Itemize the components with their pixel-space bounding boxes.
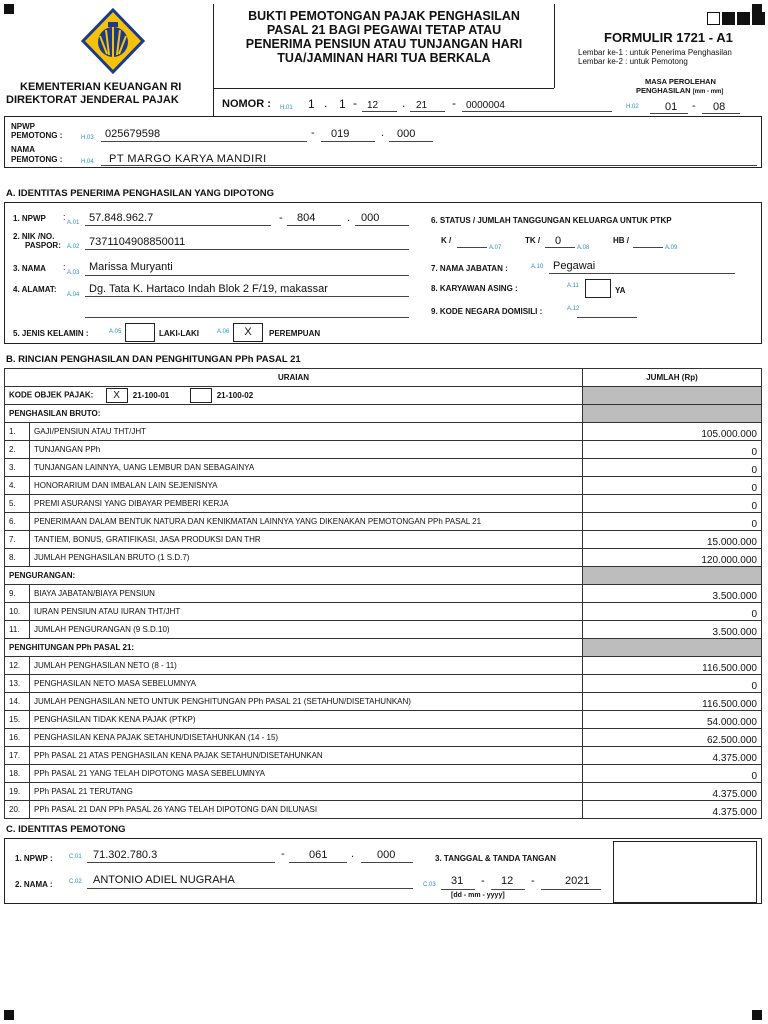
checkbox-karyawan-asing[interactable] bbox=[585, 279, 611, 298]
nomor-part-2[interactable]: 1 bbox=[339, 97, 346, 111]
row-amount[interactable]: 0 bbox=[583, 477, 762, 495]
group-header-row: PENGHASILAN BRUTO: bbox=[5, 405, 762, 423]
pemotong-npwp-2[interactable]: 061 bbox=[309, 849, 328, 861]
row-amount[interactable]: 4.375.000 bbox=[583, 747, 762, 765]
npwp-pemotong-2[interactable]: 019 bbox=[331, 128, 350, 140]
nomor-label: NOMOR : bbox=[222, 98, 271, 110]
checkbox-21-100-01[interactable]: X bbox=[106, 388, 128, 403]
row-description: PPh PASAL 21 YANG TELAH DIPOTONG MASA SEBELUMNYA bbox=[30, 765, 583, 783]
nama-jabatan[interactable]: Pegawai bbox=[553, 260, 596, 272]
tk-value[interactable]: 0 bbox=[555, 235, 562, 247]
row-number: 16. bbox=[5, 729, 30, 747]
table-row bbox=[5, 441, 762, 459]
kode-objek-row: KODE OBJEK PAJAK: X 21-100-01 21-100-02 bbox=[5, 387, 762, 405]
row-description: PPh PASAL 21 TERUTANG bbox=[30, 783, 583, 801]
sheet-2-note: Lembar ke-2 : untuk Pemotong bbox=[578, 57, 688, 66]
table-row bbox=[5, 531, 762, 549]
penerima-alamat[interactable]: Dg. Tata K. Hartaco Indah Blok 2 F/19, makassar bbox=[89, 283, 328, 295]
row-number: 3. bbox=[5, 459, 30, 477]
row-number: 9. bbox=[5, 585, 30, 603]
pemotong-nama[interactable]: ANTONIO ADIEL NUGRAHA bbox=[93, 874, 235, 886]
copy-indicator-boxes bbox=[707, 12, 765, 30]
penerima-nama[interactable]: Marissa Muryanti bbox=[89, 261, 173, 273]
sheet-1-note: Lembar ke-1 : untuk Penerima Penghasilan bbox=[578, 48, 732, 57]
penerima-npwp-1[interactable]: 57.848.962.7 bbox=[89, 212, 154, 224]
period-from[interactable]: 01 bbox=[665, 101, 678, 113]
table-row bbox=[5, 675, 762, 693]
form-code-title: FORMULIR 1721 - A1 bbox=[604, 30, 733, 45]
row-amount[interactable]: 120.000.000 bbox=[583, 549, 762, 567]
table-row bbox=[5, 585, 762, 603]
pemotong-header-box: NPWP PEMOTONG : H.03 025679598 - 019 . 000 NAMA PEMOTONG : H.04 PT MARGO KARYA MANDIRI bbox=[4, 116, 762, 168]
row-number: 17. bbox=[5, 747, 30, 765]
row-description: PENGHASILAN TIDAK KENA PAJAK (PTKP) bbox=[30, 711, 583, 729]
row-description: TANTIEM, BONUS, GRATIFIKASI, JASA PRODUKSI DAN THR bbox=[30, 531, 583, 549]
nomor-part-4[interactable]: 21 bbox=[416, 100, 428, 111]
row-description: GAJI/PENSIUN ATAU THT/JHT bbox=[30, 423, 583, 441]
checkbox-21-100-02[interactable] bbox=[190, 388, 212, 403]
table-row bbox=[5, 621, 762, 639]
table-row bbox=[5, 801, 762, 819]
table-row bbox=[5, 423, 762, 441]
npwp-pemotong-label: NPWP PEMOTONG : bbox=[11, 122, 63, 140]
nomor-part-3[interactable]: 12 bbox=[367, 100, 379, 111]
row-number: 10. bbox=[5, 603, 30, 621]
row-description: PENERIMAAN DALAM BENTUK NATURA DAN KENIKMATAN LAINNYA YANG DIKENAKAN PEMOTONGAN PPh PASAL 21 bbox=[30, 513, 583, 531]
corner-marker-bl bbox=[4, 1010, 14, 1020]
corner-marker-br bbox=[752, 1010, 762, 1020]
row-amount[interactable]: 0 bbox=[583, 513, 762, 531]
table-row bbox=[5, 495, 762, 513]
period-to[interactable]: 08 bbox=[713, 101, 726, 113]
row-amount[interactable]: 54.000.000 bbox=[583, 711, 762, 729]
section-a-box: 1. NPWP : A.01 57.848.962.7 - 804 . 000 2. NIK /NO. PASPOR: A.02 7371104908850011 3. NAMA : A.03 Marissa Muryanti 4. ALAMAT: A.04 Dg. Tata K. Hartaco Indah Blok 2 F/19, makassar 5. JENIS KELAMIN : A.05 LAKI-LAKI A.06 X PEREMPUAN 6. STATUS / JUMLAH TANGGUNGAN KELUARGA UNTUK PTKP K / A.07 TK / 0 A.08 HB / A.09 7. NAMA JABATAN : A.10 Pegawai 8. KARYAWAN ASING : A.11 YA 9. KODE NEGARA DOMISILI : A.12 bbox=[4, 202, 762, 344]
row-amount[interactable]: 0 bbox=[583, 441, 762, 459]
kemenkeu-logo-icon bbox=[80, 8, 146, 74]
row-amount[interactable]: 62.500.000 bbox=[583, 729, 762, 747]
row-amount[interactable]: 15.000.000 bbox=[583, 531, 762, 549]
ministry-name: KEMENTERIAN KEUANGAN RI bbox=[20, 81, 182, 93]
checkbox-laki-laki[interactable] bbox=[125, 323, 155, 342]
row-amount[interactable]: 3.500.000 bbox=[583, 621, 762, 639]
npwp-pemotong-1[interactable]: 025679598 bbox=[105, 128, 161, 140]
nomor-part-1[interactable]: 1 bbox=[308, 97, 315, 111]
row-number: 18. bbox=[5, 765, 30, 783]
row-number: 13. bbox=[5, 675, 30, 693]
row-description: PREMI ASURANSI YANG DIBAYAR PEMBERI KERJA bbox=[30, 495, 583, 513]
pemotong-npwp-3[interactable]: 000 bbox=[377, 849, 396, 861]
row-number: 6. bbox=[5, 513, 30, 531]
rincian-table bbox=[4, 368, 762, 819]
table-row bbox=[5, 783, 762, 801]
col-uraian-header: URAIAN bbox=[5, 369, 583, 387]
table-row bbox=[5, 765, 762, 783]
table-row bbox=[5, 513, 762, 531]
table-row bbox=[5, 603, 762, 621]
row-description: JUMLAH PENGHASILAN NETO (8 - 11) bbox=[30, 657, 583, 675]
table-row bbox=[5, 729, 762, 747]
section-c-box: 1. NPWP : C.01 71.302.780.3 - 061 . 000 2. NAMA : C.02 ANTONIO ADIEL NUGRAHA 3. TANGGAL & TANDA TANGAN C.03 31 - 12 - 2021 [dd - mm - yyyy] bbox=[4, 838, 762, 904]
table-row bbox=[5, 549, 762, 567]
row-number: 15. bbox=[5, 711, 30, 729]
directorate-name: DIREKTORAT JENDERAL PAJAK bbox=[6, 94, 179, 106]
section-b-title: B. RINCIAN PENGHASILAN DAN PENGHITUNGAN PPh PASAL 21 bbox=[6, 354, 301, 365]
row-description: JUMLAH PENGURANGAN (9 S.D.10) bbox=[30, 621, 583, 639]
table-row bbox=[5, 711, 762, 729]
signature-box[interactable] bbox=[613, 841, 757, 903]
row-description: PPh PASAL 21 DAN PPh PASAL 26 YANG TELAH DIPOTONG DAN DILUNASI bbox=[30, 801, 583, 819]
row-number: 19. bbox=[5, 783, 30, 801]
row-amount[interactable]: 105.000.000 bbox=[583, 423, 762, 441]
row-description: PPh PASAL 21 ATAS PENGHASILAN KENA PAJAK SETAHUN/DISETAHUNKAN bbox=[30, 747, 583, 765]
group-header-row: PENGHITUNGAN PPh PASAL 21: bbox=[5, 639, 762, 657]
row-amount[interactable]: 4.375.000 bbox=[583, 783, 762, 801]
row-number: 20. bbox=[5, 801, 30, 819]
row-amount[interactable]: 0 bbox=[583, 495, 762, 513]
penerima-npwp-2[interactable]: 804 bbox=[297, 212, 316, 224]
period-label-1: MASA PEROLEHAN bbox=[645, 77, 716, 86]
row-number: 4. bbox=[5, 477, 30, 495]
row-amount[interactable]: 0 bbox=[583, 675, 762, 693]
row-amount[interactable]: 116.500.000 bbox=[583, 657, 762, 675]
row-number: 14. bbox=[5, 693, 30, 711]
section-c-title: C. IDENTITAS PEMOTONG bbox=[6, 824, 126, 835]
row-amount[interactable]: 116.500.000 bbox=[583, 693, 762, 711]
table-row bbox=[5, 657, 762, 675]
col-jumlah-header: JUMLAH (Rp) bbox=[583, 369, 762, 387]
row-amount[interactable]: 0 bbox=[583, 459, 762, 477]
checkbox-perempuan[interactable]: X bbox=[233, 323, 263, 342]
table-row bbox=[5, 477, 762, 495]
row-number: 2. bbox=[5, 441, 30, 459]
row-description: TUNJANGAN PPh bbox=[30, 441, 583, 459]
row-description: PENGHASILAN NETO MASA SEBELUMNYA bbox=[30, 675, 583, 693]
row-description: JUMLAH PENGHASILAN BRUTO (1 S.D.7) bbox=[30, 549, 583, 567]
table-row bbox=[5, 693, 762, 711]
row-amount[interactable]: 4.375.000 bbox=[583, 801, 762, 819]
nomor-code: H.01 bbox=[280, 105, 293, 111]
row-number: 8. bbox=[5, 549, 30, 567]
row-description: IURAN PENSIUN ATAU IURAN THT/JHT bbox=[30, 603, 583, 621]
pemotong-npwp-1[interactable]: 71.302.780.3 bbox=[93, 849, 158, 861]
row-description: JUMLAH PENGHASILAN NETO UNTUK PENGHITUNGAN PPh PASAL 21 (SETAHUN/DISETAHUNKAN) bbox=[30, 693, 583, 711]
tanggal-dd[interactable]: 31 bbox=[451, 875, 464, 887]
nama-pemotong[interactable]: PT MARGO KARYA MANDIRI bbox=[109, 153, 267, 165]
row-description: PENGHASILAN KENA PAJAK SETAHUN/DISETAHUNKAN (14 - 15) bbox=[30, 729, 583, 747]
corner-marker-tl bbox=[4, 4, 14, 14]
row-number: 5. bbox=[5, 495, 30, 513]
penerima-npwp-3[interactable]: 000 bbox=[361, 212, 380, 224]
tanggal-mm[interactable]: 12 bbox=[501, 875, 514, 887]
nama-pemotong-label: NAMA PEMOTONG : bbox=[11, 145, 63, 164]
table-row bbox=[5, 459, 762, 477]
section-a-title: A. IDENTITAS PENERIMA PENGHASILAN YANG DIPOTONG bbox=[6, 188, 274, 199]
nomor-part-5[interactable]: 0000004 bbox=[466, 100, 505, 111]
row-number: 1. bbox=[5, 423, 30, 441]
row-amount[interactable]: 0 bbox=[583, 603, 762, 621]
period-label-2: PENGHASILAN [mm - mm] bbox=[636, 86, 724, 95]
row-amount[interactable]: 3.500.000 bbox=[583, 585, 762, 603]
period-code: H.02 bbox=[626, 104, 639, 110]
row-number: 7. bbox=[5, 531, 30, 549]
group-header-row: PENGURANGAN: bbox=[5, 567, 762, 585]
row-number: 11. bbox=[5, 621, 30, 639]
row-number: 12. bbox=[5, 657, 30, 675]
tanggal-yyyy[interactable]: 2021 bbox=[565, 875, 590, 887]
table-header-row bbox=[5, 369, 762, 387]
npwp-pemotong-3[interactable]: 000 bbox=[397, 128, 416, 140]
form-main-title: BUKTI PEMOTONGAN PAJAK PENGHASILAN PASAL 21 BAGI PEGAWAI TETAP ATAU PENERIMA PENSIUN ATAU TUNJANGAN HARI TUA/JAMINAN HARI TUA BERKALA bbox=[245, 9, 523, 65]
row-description: TUNJANGAN LAINNYA, UANG LEMBUR DAN SEBAGAINYA bbox=[30, 459, 583, 477]
row-description: BIAYA JABATAN/BIAYA PENSIUN bbox=[30, 585, 583, 603]
table-row bbox=[5, 747, 762, 765]
row-description: HONORARIUM DAN IMBALAN LAIN SEJENISNYA bbox=[30, 477, 583, 495]
row-amount[interactable]: 0 bbox=[583, 765, 762, 783]
penerima-nik[interactable]: 7371104908850011 bbox=[89, 236, 186, 248]
